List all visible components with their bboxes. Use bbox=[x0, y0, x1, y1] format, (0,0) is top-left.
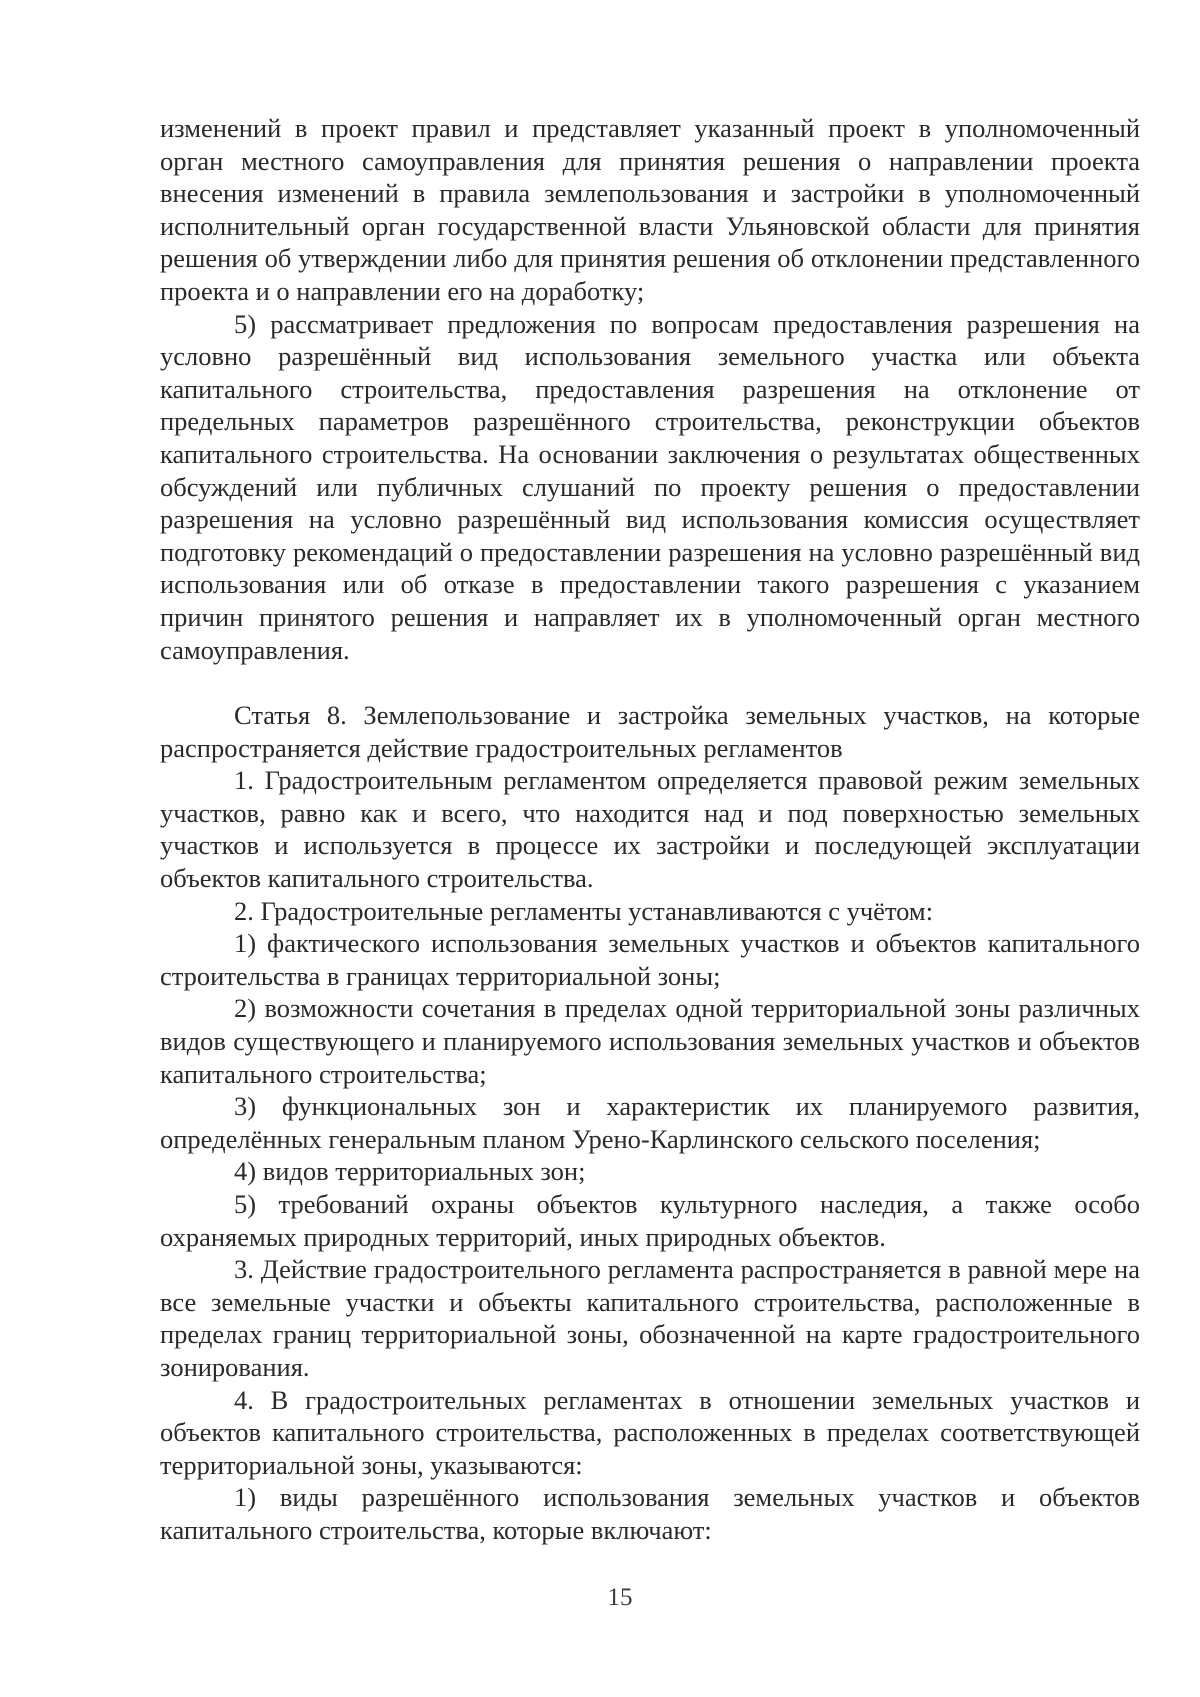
paragraph-subitem-1: 1) фактического использования земельных участков и объектов капитального строительства в границах территориальной зоны; bbox=[160, 928, 1140, 991]
paragraph-point-2: 2. Градостроительные регламенты устанавливаются с учётом: bbox=[234, 895, 934, 926]
paragraph-point-4: 4. В градостроительных регламентах в отношении земельных участков и объектов капитального строительства, расположенных в пределах соответствующей территориальной зоны, указываются: bbox=[160, 1384, 1140, 1480]
article-8-heading: Статья 8. Землепользование и застройка земельных участков, на которые распространяется действие градостроительных регламентов bbox=[160, 700, 1140, 763]
document-page bbox=[160, 112, 1140, 1547]
paragraph-continuation: изменений в проект правил и представляет указанный проект в уполномоченный орган местного самоуправления для принятия решения о направлении проекта внесения изменений в правила землепользования и застройки в уполномоченный исполнительный орган государственной власти Ульяновской области для принятия решения об утверждении либо для принятия решения об отклонении представленного проекта и о направлении его на доработку; bbox=[160, 113, 1140, 306]
paragraph-subitem-4: 4) видов территориальных зон; bbox=[234, 1156, 586, 1187]
paragraph-point-3: 3. Действие градостроительного регламента распространяется в равной мере на все земельные участки и объекты капитального строительства, расположенные в пределах границ территориальной зоны, обозначенной на карте градостроительного зонирования. bbox=[160, 1254, 1140, 1382]
paragraph-point-1: 1. Градостроительным регламентом определяется правовой режим земельных участков, равно как и всего, что находится над и под поверхностью земельных участков и используется в процессе их застройки и последующей эксплуатации объектов капитального строительства. bbox=[160, 765, 1140, 894]
section-gap bbox=[160, 666, 1140, 699]
paragraph-point-4-subitem-1: 1) виды разрешённого использования земельных участков и объектов капитального строительства, которые включают: bbox=[160, 1482, 1140, 1545]
paragraph-subitem-5: 5) требований охраны объектов культурного наследия, а также особо охраняемых природных территорий, иных природных объектов. bbox=[160, 1189, 1140, 1252]
paragraph-subitem-3: 3) функциональных зон и характеристик их планируемого развития, определённых генеральным планом Урено-Карлинского сельского поселения; bbox=[160, 1091, 1140, 1154]
paragraph-item-5: 5) рассматривает предложения по вопросам предоставления разрешения на условно разрешённый вид использования земельного участка или объекта капитального строительства, предоставления разрешения на отклонение от предельных параметров разрешённого строительства, реконструкции объектов капитального строительства. На основании заключения о результатах общественных обсуждений или публичных слушаний по проекту решения о предоставлении разрешения на условно разрешённый вид использования комиссия осуществляет подготовку рекомендаций о предоставлении разрешения на условно разрешённый вид использования или об отказе в предоставлении такого разрешения с указанием причин принятого решения и направляет их в уполномоченный орган местного самоуправления. bbox=[160, 308, 1140, 665]
page-number: 15 bbox=[607, 1584, 633, 1611]
paragraph-subitem-2: 2) возможности сочетания в пределах одной территориальной зоны различных видов существующего и планируемого использования земельных участков и объектов капитального строительства; bbox=[160, 993, 1140, 1089]
